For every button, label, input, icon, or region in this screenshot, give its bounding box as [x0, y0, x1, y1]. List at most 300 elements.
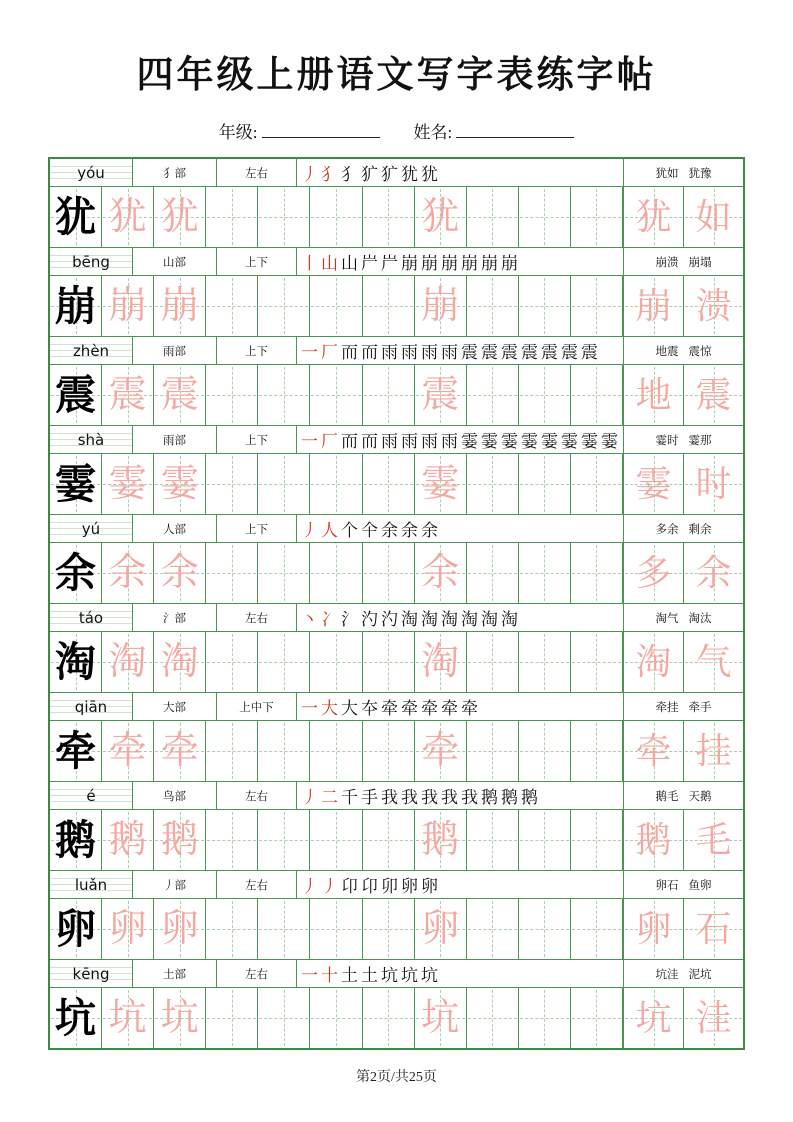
trace-word-char: 卵	[635, 909, 672, 949]
stroke-step: 犭	[321, 165, 338, 184]
practice-cell	[415, 543, 467, 603]
character-block	[50, 782, 743, 871]
stroke-step: 霎	[481, 432, 498, 451]
practice-cell	[50, 632, 102, 692]
example-word: 地震	[655, 345, 679, 358]
word-practice-cell	[624, 276, 684, 336]
example-word: 震惊	[688, 345, 712, 358]
practice-cell	[519, 187, 571, 247]
model-char: 卵	[55, 905, 97, 952]
word-practice-cell	[684, 454, 743, 514]
word-practice-cell	[684, 988, 743, 1048]
practice-cell	[415, 365, 467, 425]
stroke-step: 手	[361, 788, 378, 807]
practice-cell	[519, 721, 571, 781]
trace-char: 卵	[421, 908, 460, 950]
character-header-row	[50, 337, 743, 365]
character-block	[50, 960, 743, 1048]
practice-cell	[310, 543, 362, 603]
structure-text: 左右	[245, 167, 268, 180]
practice-cell	[102, 988, 154, 1048]
practice-row	[50, 632, 743, 692]
word-practice-cell	[624, 187, 684, 247]
stroke-step: 一	[301, 432, 318, 451]
practice-cell	[258, 187, 310, 247]
trace-char: 牵	[421, 730, 460, 772]
practice-cell	[310, 810, 362, 870]
practice-cell	[571, 721, 623, 781]
structure-text: 上下	[245, 434, 268, 447]
example-words-cell	[623, 782, 743, 809]
radical-text: 人部	[163, 523, 186, 536]
stroke-step: 震	[501, 343, 518, 362]
structure-text: 上下	[245, 345, 268, 358]
trace-char: 犹	[108, 196, 147, 238]
stroke-step: 震	[561, 343, 578, 362]
stroke-step: 犹	[401, 165, 418, 184]
model-char: 余	[55, 549, 97, 596]
practice-cells	[50, 632, 623, 692]
practice-cell	[415, 187, 467, 247]
practice-cell	[206, 810, 258, 870]
name-label: 姓名:	[413, 123, 453, 142]
example-word: 天鹅	[688, 790, 712, 803]
trace-char: 崩	[160, 285, 199, 327]
stroke-step: 厂	[321, 432, 338, 451]
character-block	[50, 871, 743, 960]
word-practice-cells	[623, 810, 743, 870]
model-char: 崩	[55, 282, 97, 329]
stroke-step: 我	[421, 788, 438, 807]
stroke-step: 霎	[561, 432, 578, 451]
stroke-order-cell	[297, 871, 623, 898]
structure-cell	[217, 248, 297, 275]
practice-cell	[363, 632, 415, 692]
practice-cell	[102, 543, 154, 603]
practice-cell	[50, 454, 102, 514]
trace-word-char: 崩	[635, 286, 672, 326]
practice-cell	[571, 454, 623, 514]
stroke-step: 二	[321, 788, 338, 807]
pinyin-cell	[50, 782, 133, 809]
trace-char: 鹅	[421, 819, 460, 861]
stroke-step: 犹	[421, 165, 438, 184]
stroke-step: 淘	[481, 610, 498, 629]
character-header-row	[50, 159, 743, 187]
stroke-step: 崩	[501, 254, 518, 273]
trace-char: 余	[108, 552, 147, 594]
character-block	[50, 159, 743, 248]
radical-cell	[133, 693, 217, 720]
character-block	[50, 337, 743, 426]
radical-text: 丿部	[163, 879, 186, 892]
structure-cell	[217, 871, 297, 898]
stroke-step: 淘	[401, 610, 418, 629]
stroke-step: 而	[341, 432, 358, 451]
stroke-sequence	[301, 160, 438, 185]
stroke-step: 牵	[401, 699, 418, 718]
stroke-step: 而	[361, 432, 378, 451]
trace-char: 淘	[108, 641, 147, 683]
stroke-step: 牵	[381, 699, 398, 718]
practice-cell	[102, 721, 154, 781]
stroke-step: 丿	[321, 877, 338, 896]
structure-text: 左右	[245, 612, 268, 625]
word-practice-cell	[624, 721, 684, 781]
stroke-order-cell	[297, 693, 623, 720]
word-practice-cells	[623, 899, 743, 959]
practice-cell	[519, 899, 571, 959]
practice-cells	[50, 276, 623, 336]
stroke-order-cell	[297, 426, 623, 453]
stroke-step: 雨	[401, 432, 418, 451]
practice-cell	[102, 187, 154, 247]
model-char: 震	[55, 371, 97, 418]
radical-text: 土部	[163, 968, 186, 981]
stroke-step: 坑	[401, 966, 418, 985]
practice-cell	[206, 454, 258, 514]
structure-text: 上下	[245, 256, 268, 269]
character-header-row	[50, 248, 743, 276]
stroke-step: 夲	[361, 699, 378, 718]
word-practice-cells	[623, 187, 743, 247]
word-practice-cells	[623, 454, 743, 514]
stroke-step: 丿	[301, 165, 318, 184]
stroke-step: 淘	[441, 610, 458, 629]
stroke-step: 土	[361, 966, 378, 985]
stroke-sequence	[301, 249, 518, 274]
practice-cell	[102, 365, 154, 425]
practice-cell	[415, 899, 467, 959]
practice-cell	[102, 454, 154, 514]
trace-char: 震	[421, 374, 460, 416]
example-word: 鹅毛	[655, 790, 679, 803]
pinyin-text: é	[86, 786, 96, 805]
practice-cell	[258, 899, 310, 959]
structure-cell	[217, 515, 297, 542]
practice-cell	[363, 276, 415, 336]
practice-cell	[50, 543, 102, 603]
trace-char: 坑	[108, 997, 147, 1039]
trace-char: 犹	[421, 196, 460, 238]
stroke-step: 余	[421, 521, 438, 540]
word-practice-cell	[624, 543, 684, 603]
practice-cell	[467, 810, 519, 870]
example-words-cell	[623, 693, 743, 720]
stroke-step: 震	[461, 343, 478, 362]
stroke-step: 雨	[441, 343, 458, 362]
character-block	[50, 248, 743, 337]
stroke-step: 丿	[301, 877, 318, 896]
trace-char: 淘	[160, 641, 199, 683]
stroke-step: 霎	[521, 432, 538, 451]
example-words-cell	[623, 159, 743, 186]
example-words-cell	[623, 426, 743, 453]
stroke-step: 牵	[421, 699, 438, 718]
stroke-step: 犭	[341, 165, 358, 184]
practice-cell	[154, 276, 206, 336]
model-char: 牵	[55, 727, 97, 774]
radical-cell	[133, 782, 217, 809]
radical-text: 氵部	[163, 612, 186, 625]
stroke-step: 鹅	[521, 788, 538, 807]
stroke-step: 土	[341, 966, 358, 985]
radical-text: 大部	[163, 701, 186, 714]
practice-cell	[467, 632, 519, 692]
practice-cell	[154, 365, 206, 425]
character-header-row	[50, 782, 743, 810]
practice-cell	[154, 988, 206, 1048]
practice-cell	[154, 187, 206, 247]
trace-word-char: 多	[635, 553, 672, 593]
stroke-step: 一	[301, 966, 318, 985]
radical-cell	[133, 337, 217, 364]
stroke-step: 丿	[301, 521, 318, 540]
practice-row	[50, 543, 743, 603]
practice-cell	[519, 988, 571, 1048]
practice-cell	[310, 632, 362, 692]
practice-cell	[571, 187, 623, 247]
name-blank	[456, 123, 574, 138]
practice-cell	[467, 365, 519, 425]
practice-row	[50, 810, 743, 870]
practice-cell	[310, 721, 362, 781]
example-words-cell	[623, 515, 743, 542]
pinyin-cell	[50, 515, 133, 542]
practice-cell	[50, 810, 102, 870]
example-word: 牵挂	[655, 701, 679, 714]
trace-char: 震	[108, 374, 147, 416]
trace-char: 鹅	[160, 819, 199, 861]
practice-cell	[206, 187, 258, 247]
practice-cell	[154, 632, 206, 692]
pinyin-text: bēng	[72, 252, 110, 271]
stroke-step: 霎	[581, 432, 598, 451]
pinyin-cell	[50, 960, 133, 987]
trace-char: 余	[421, 552, 460, 594]
structure-text: 左右	[245, 790, 268, 803]
trace-char: 坑	[421, 997, 460, 1039]
trace-word-char: 石	[695, 909, 732, 949]
stroke-step: 丨	[301, 254, 318, 273]
trace-char: 霎	[160, 463, 199, 505]
stroke-step: 坑	[421, 966, 438, 985]
trace-word-char: 鹅	[635, 820, 672, 860]
trace-word-char: 溃	[695, 286, 732, 326]
stroke-order-cell	[297, 515, 623, 542]
practice-cell	[206, 899, 258, 959]
practice-cell	[363, 187, 415, 247]
structure-text: 上中下	[239, 701, 274, 714]
stroke-step: 雨	[381, 432, 398, 451]
practice-cell	[467, 988, 519, 1048]
example-word: 犹如	[655, 167, 679, 180]
practice-cell	[519, 632, 571, 692]
word-practice-cells	[623, 632, 743, 692]
example-words-cell	[623, 248, 743, 275]
practice-row	[50, 276, 743, 336]
character-header-row	[50, 960, 743, 988]
practice-cell	[415, 721, 467, 781]
structure-cell	[217, 960, 297, 987]
model-char: 霎	[55, 460, 97, 507]
practice-cell	[154, 810, 206, 870]
word-practice-cell	[624, 899, 684, 959]
stroke-step: 崩	[421, 254, 438, 273]
radical-cell	[133, 871, 217, 898]
radical-cell	[133, 960, 217, 987]
stroke-step: 余	[381, 521, 398, 540]
example-word: 卵石	[655, 879, 679, 892]
stroke-step: 十	[321, 966, 338, 985]
practice-cell	[519, 810, 571, 870]
practice-cell	[519, 454, 571, 514]
stroke-step: 雨	[421, 343, 438, 362]
word-practice-cells	[623, 988, 743, 1048]
stroke-step: 丶	[301, 610, 318, 629]
stroke-step: 牵	[461, 699, 478, 718]
pinyin-cell	[50, 248, 133, 275]
practice-cell	[154, 543, 206, 603]
trace-char: 牵	[160, 730, 199, 772]
radical-cell	[133, 426, 217, 453]
trace-word-char: 洼	[695, 998, 732, 1038]
pinyin-cell	[50, 693, 133, 720]
stroke-step: 而	[341, 343, 358, 362]
trace-char: 鹅	[108, 819, 147, 861]
radical-text: 雨部	[163, 434, 186, 447]
word-practice-cell	[624, 810, 684, 870]
character-block	[50, 426, 743, 515]
practice-cells	[50, 454, 623, 514]
stroke-step: 大	[321, 699, 338, 718]
pinyin-text: qiān	[74, 697, 108, 716]
trace-word-char: 挂	[695, 731, 732, 771]
stroke-step: 卯	[381, 877, 398, 896]
structure-text: 上下	[245, 523, 268, 536]
trace-char: 卵	[108, 908, 147, 950]
practice-cell	[206, 721, 258, 781]
practice-cells	[50, 543, 623, 603]
practice-cell	[258, 276, 310, 336]
practice-cell	[206, 632, 258, 692]
practice-row	[50, 899, 743, 959]
trace-word-char: 牵	[635, 731, 672, 771]
practice-cell	[363, 454, 415, 514]
stroke-sequence	[301, 961, 438, 986]
radical-text: 犭部	[163, 167, 186, 180]
structure-cell	[217, 604, 297, 631]
example-word: 多余	[655, 523, 679, 536]
stroke-step: 余	[401, 521, 418, 540]
word-practice-cells	[623, 721, 743, 781]
stroke-order-cell	[297, 337, 623, 364]
word-practice-cell	[684, 187, 743, 247]
stroke-step: 淘	[421, 610, 438, 629]
practice-cell	[467, 187, 519, 247]
stroke-step: 霎	[601, 432, 618, 451]
stroke-order-cell	[297, 782, 623, 809]
practice-cell	[310, 276, 362, 336]
stroke-step: 一	[301, 343, 318, 362]
stroke-step: 个	[341, 521, 358, 540]
radical-text: 雨部	[163, 345, 186, 358]
practice-cells	[50, 721, 623, 781]
pinyin-text: yóu	[77, 163, 105, 182]
practice-cell	[363, 365, 415, 425]
stroke-step: 霎	[501, 432, 518, 451]
practice-cell	[519, 543, 571, 603]
word-practice-cells	[623, 276, 743, 336]
stroke-step: 震	[481, 343, 498, 362]
pinyin-text: zhèn	[72, 341, 110, 360]
stroke-step: 一	[301, 699, 318, 718]
stroke-order-cell	[297, 159, 623, 186]
trace-word-char: 坑	[635, 998, 672, 1038]
stroke-step: 我	[461, 788, 478, 807]
practice-row	[50, 454, 743, 514]
stroke-order-cell	[297, 248, 623, 275]
stroke-step: 人	[321, 521, 338, 540]
example-word: 剩余	[688, 523, 712, 536]
practice-cell	[571, 632, 623, 692]
word-practice-cell	[684, 543, 743, 603]
practice-cell	[206, 365, 258, 425]
example-word: 淘汰	[688, 612, 712, 625]
stroke-step: 霎	[541, 432, 558, 451]
structure-cell	[217, 782, 297, 809]
stroke-step: 雨	[381, 343, 398, 362]
practice-cells	[50, 187, 623, 247]
practice-row	[50, 365, 743, 425]
practice-cell	[363, 988, 415, 1048]
practice-cell	[154, 454, 206, 514]
stroke-step: 坑	[381, 966, 398, 985]
pinyin-cell	[50, 871, 133, 898]
character-header-row	[50, 693, 743, 721]
practice-cells	[50, 988, 623, 1048]
practice-cell	[258, 365, 310, 425]
practice-cell	[102, 632, 154, 692]
page-footer: 第2页/共25页	[356, 1070, 437, 1085]
example-word: 坑洼	[655, 968, 679, 981]
practice-cell	[363, 543, 415, 603]
worksheet-table	[48, 157, 745, 1050]
stroke-step: 冫	[321, 610, 338, 629]
stroke-sequence	[301, 605, 518, 630]
practice-cell	[467, 721, 519, 781]
character-header-row	[50, 604, 743, 632]
radical-cell	[133, 159, 217, 186]
trace-word-char: 如	[695, 197, 732, 237]
practice-cell	[258, 632, 310, 692]
practice-cell	[102, 810, 154, 870]
practice-row	[50, 988, 743, 1048]
stroke-step: 我	[401, 788, 418, 807]
practice-cell	[415, 454, 467, 514]
stroke-step: 震	[521, 343, 538, 362]
practice-cell	[310, 899, 362, 959]
practice-cell	[50, 988, 102, 1048]
stroke-step: 霎	[461, 432, 478, 451]
practice-cell	[206, 276, 258, 336]
practice-cell	[50, 899, 102, 959]
example-words-cell	[623, 337, 743, 364]
pinyin-cell	[50, 426, 133, 453]
practice-cell	[258, 988, 310, 1048]
stroke-step: 千	[341, 788, 358, 807]
practice-cell	[363, 899, 415, 959]
